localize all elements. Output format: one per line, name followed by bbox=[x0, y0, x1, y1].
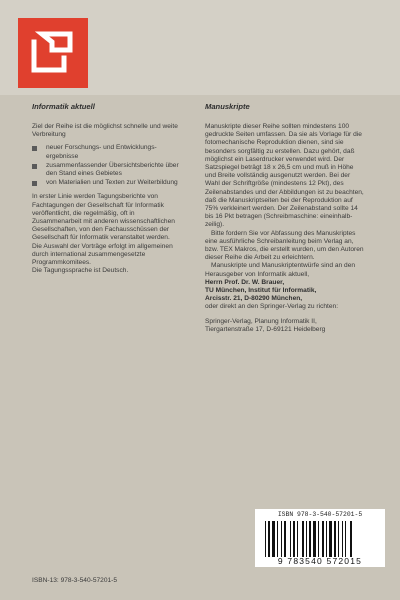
goal-list-item: von Materialien und Texten zur Weiterbildung bbox=[32, 179, 184, 187]
publisher-address-line: Springer-Verlag, Planung Informatik II, bbox=[205, 317, 317, 325]
barcode-isbn-label: ISBN 978-3-540-57201-5 bbox=[277, 511, 363, 518]
editor-name: Herrn Prof. Dr. W. Brauer, bbox=[205, 278, 285, 286]
isbn-text: ISBN-13: 978-3-540-57201-5 bbox=[32, 577, 118, 584]
series-heading: Informatik aktuell bbox=[32, 102, 95, 111]
goal-list bbox=[32, 144, 184, 187]
editor-street: Arcisstr. 21, D-80290 München, bbox=[205, 295, 303, 303]
barcode-digits: 9 783540 572015 bbox=[277, 556, 363, 566]
barcode bbox=[255, 509, 385, 567]
publisher-address-line: Tiergartenstraße 17, D-69121 Heidelberg bbox=[205, 325, 326, 333]
series-intro: Ziel der Reihe ist die möglichst schnelle und weite Verbreitung bbox=[32, 123, 178, 139]
proceedings-paragraph: In erster Linie werden Tagungsberichte von Fachtagungen der Gesellschaft für Informatik veröffentlicht, die regelmäßig, oft in Zusammenarbeit mit anderen wissenschaftlichen Gesellschaften, von den Fachausschüssen der Gesellschaft für Informatik veranstaltet werden. bbox=[32, 193, 175, 242]
selection-paragraph: Die Auswahl der Vorträge erfolgt im allgemeinen durch international zusammengesetzte Programmkomitees. bbox=[32, 242, 173, 267]
manuscript-requirements: Manuskripte dieser Reihe sollten mindestens 100 gedruckte Seiten umfassen. Da sie als Vorlage für die fotomechanische Reproduktion dienen, sind sie besonders sorgfältig zu erstellen. Dazu gehört, daß möglichst ein Laserdrucker verwendet wird. Der Satzspiegel beträgt 18 x 26,5 cm und muß in Höhe und Breite vollständig ausgenutzt werden. Bei der Wahl der Schriftgröße (mindestens 12 Pkt), des Zeilenabstandes und der Abbildungen ist zu beachten, daß die Manuskriptseiten bei der Reproduktion auf 75% verkleinert werden. Der Zeilenabstand sollte 14 bis 16 Pkt betragen (Schreibmaschine: eineinhalb-zeilig). bbox=[205, 123, 364, 229]
left-column bbox=[32, 103, 184, 275]
editor-institute: TU München, Institut für Informatik, bbox=[205, 287, 317, 295]
publisher-intro: oder direkt an den Springer-Verlag zu richten: bbox=[205, 303, 339, 311]
template-request-paragraph: Bitte fordern Sie vor Abfassung des Manuskriptes eine ausführliche Schreibanleitung beim Verlag an, bzw. TEX Makros, die erstellt wurden, um den Autoren dieser Reihe die Arbeit zu erleichtern. bbox=[205, 229, 364, 262]
submission-paragraph: Manuskripte und Manuskriptentwürfe sind an den Herausgeber von Informatik aktuell, bbox=[205, 262, 356, 278]
goal-list-item: zusammenfassender Übersichtsberichte über den Stand eines Gebietes bbox=[32, 162, 184, 178]
publisher-logo bbox=[18, 18, 88, 88]
manuscripts-heading: Manuskripte bbox=[205, 102, 250, 111]
goal-list-item: neuer Forschungs- und Entwicklungs-ergebnisse bbox=[32, 144, 184, 160]
language-paragraph: Die Tagungssprache ist Deutsch. bbox=[32, 267, 129, 275]
right-column bbox=[205, 103, 365, 334]
logo-glyph-icon bbox=[18, 18, 88, 88]
barcode-bars-icon bbox=[265, 521, 375, 557]
